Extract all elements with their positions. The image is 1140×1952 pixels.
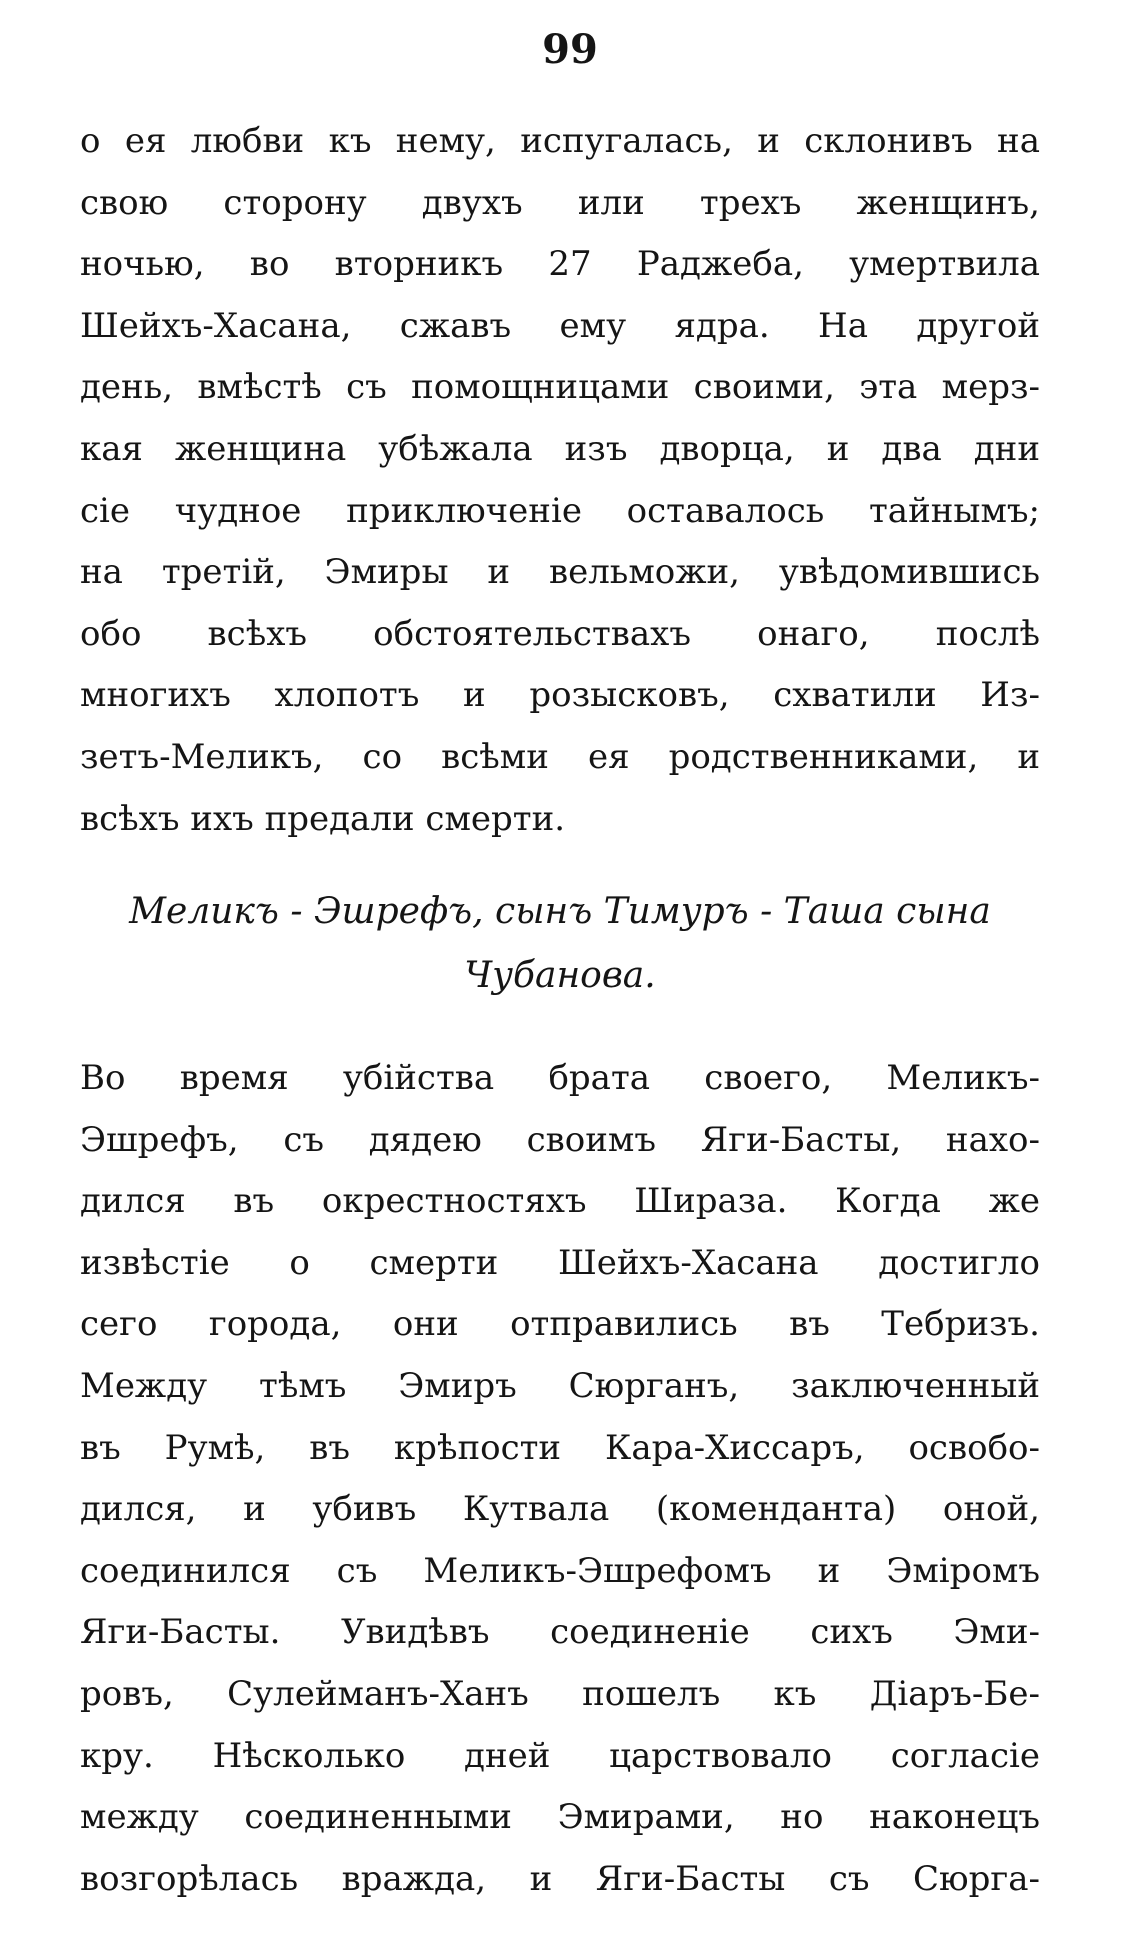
paragraph-2 <box>80 1048 1040 1910</box>
text-line: Яги-Басты. Увидѣвъ соединеніе сихъ Эми- <box>80 1612 1040 1653</box>
text-line: на третій, Эмиры и вельможи, увѣдомившись <box>80 552 1040 593</box>
paragraph-1 <box>80 111 1040 850</box>
text-line: извѣстіе о смерти Шейхъ-Хасана достигло <box>80 1242 1040 1283</box>
text-line: многихъ хлопотъ и розысковъ, схватили Из- <box>80 675 1040 716</box>
heading-line: Чубанова. <box>464 955 656 996</box>
text-line: свою сторону двухъ или трехъ женщинъ, <box>80 182 1040 223</box>
text-line: о ея любви къ нему, испугалась, и склонивъ на <box>80 121 1040 161</box>
text-line: Шейхъ-Хасана, сжавъ ему ядра. На другой <box>80 305 1040 346</box>
text-line: кру. Нѣсколько дней царствовало согласіе <box>80 1735 1040 1776</box>
text-line: Эшрефъ, съ дядею своимъ Яги-Басты, нахо- <box>80 1119 1040 1160</box>
text-line: сего города, они отправились въ Тебризъ. <box>80 1304 1040 1345</box>
text-line: день, вмѣстѣ съ помощницами своими, эта мерз- <box>80 367 1040 408</box>
text-line: Между тѣмъ Эмиръ Сюрганъ, заключенный <box>80 1365 1040 1406</box>
text-line: ночью, во вторникъ 27 Раджеба, умертвила <box>80 244 1040 285</box>
text-line: Во время убійства брата своего, Меликъ- <box>80 1058 1040 1098</box>
text-line: обо всѣхъ обстоятельствахъ онаго, послѣ <box>80 613 1040 654</box>
text-line: дился въ окрестностяхъ Шираза. Когда же <box>80 1181 1040 1222</box>
text-line: всѣхъ ихъ предали смерти. <box>80 798 566 839</box>
text-line: сіе чудное приключеніе оставалось тайнымъ; <box>80 490 1040 531</box>
text-line: соединился съ Меликъ-Эшрефомъ и Эміромъ <box>80 1550 1040 1591</box>
text-line: въ Румѣ, въ крѣпости Кара-Хиссаръ, освобо- <box>80 1427 1040 1468</box>
text-line: между соединенными Эмирами, но наконецъ <box>80 1797 1040 1838</box>
text-line: зетъ-Меликъ, со всѣми ея родственниками, и <box>80 736 1040 777</box>
page-number: 99 <box>542 26 598 73</box>
text-line: ровъ, Сулейманъ-Ханъ пошелъ къ Діаръ-Бе- <box>80 1673 1040 1714</box>
heading-line: Меликъ - Эшрефъ, сынъ Тимуръ - Таша сына <box>129 891 991 932</box>
text-line: возгорѣлась вражда, и Яги-Басты съ Сюрга- <box>80 1858 1040 1899</box>
text-line: дился, и убивъ Кутвала (коменданта) оной, <box>80 1489 1040 1530</box>
text-line: кая женщина убѣжала изъ дворца, и два дни <box>80 428 1040 469</box>
section-heading <box>80 880 1040 1008</box>
